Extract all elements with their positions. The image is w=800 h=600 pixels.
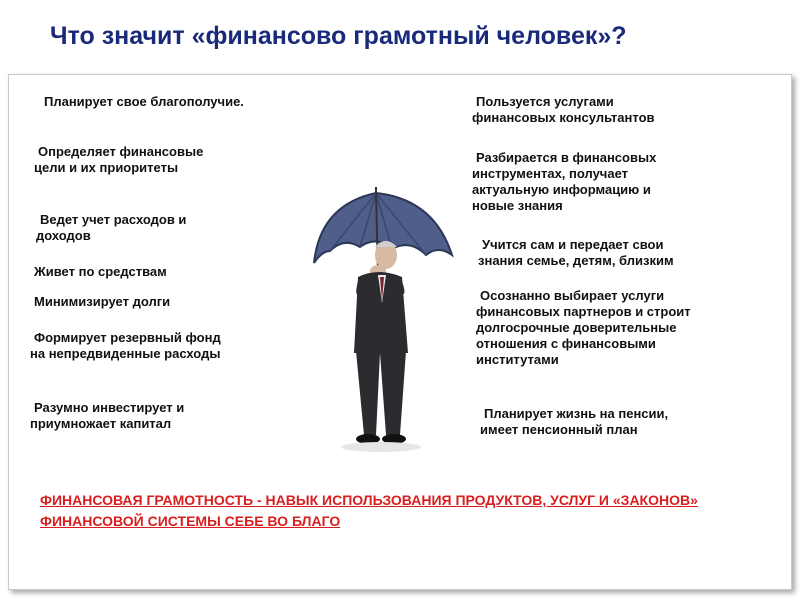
page-title: Что значит «финансово грамотный человек»? xyxy=(50,22,627,50)
list-item: Осознанно выбирает услуги финансовых партнеров и строит долгосрочные доверительные отношения с финансовыми институтами xyxy=(476,288,691,367)
list-item: Планирует жизнь на пенсии, имеет пенсионный план xyxy=(480,406,669,437)
list-item: Учится сам и передает свои знания семье, детям, близким xyxy=(478,237,674,268)
list-item: Пользуется услугами финансовых консультантов xyxy=(472,94,655,125)
list-item: Ведет учет расходов и доходов xyxy=(36,212,187,243)
list-item: Живет по средствам xyxy=(34,264,167,279)
list-item: Разбирается в финансовых инструментах, получает актуальную информацию и новые знания xyxy=(472,150,657,213)
list-item: Планирует свое благополучие. xyxy=(44,94,244,109)
list-item: Формирует резервный фонд на непредвиденные расходы xyxy=(30,330,221,361)
list-item: Минимизирует долги xyxy=(34,294,171,309)
man-with-umbrella-illustration xyxy=(306,185,456,455)
list-item: Определяет финансовые цели и их приоритеты xyxy=(34,144,204,175)
definition-text: ФИНАНСОВАЯ ГРАМОТНОСТЬ - НАВЫК ИСПОЛЬЗОВАНИЯ ПРОДУКТОВ, УСЛУГ И «ЗАКОНОВ» ФИНАНСОВОЙ СИСТЕМЫ СЕБЕ ВО БЛАГО xyxy=(40,492,698,529)
list-item: Разумно инвестирует и приумножает капитал xyxy=(30,400,185,431)
